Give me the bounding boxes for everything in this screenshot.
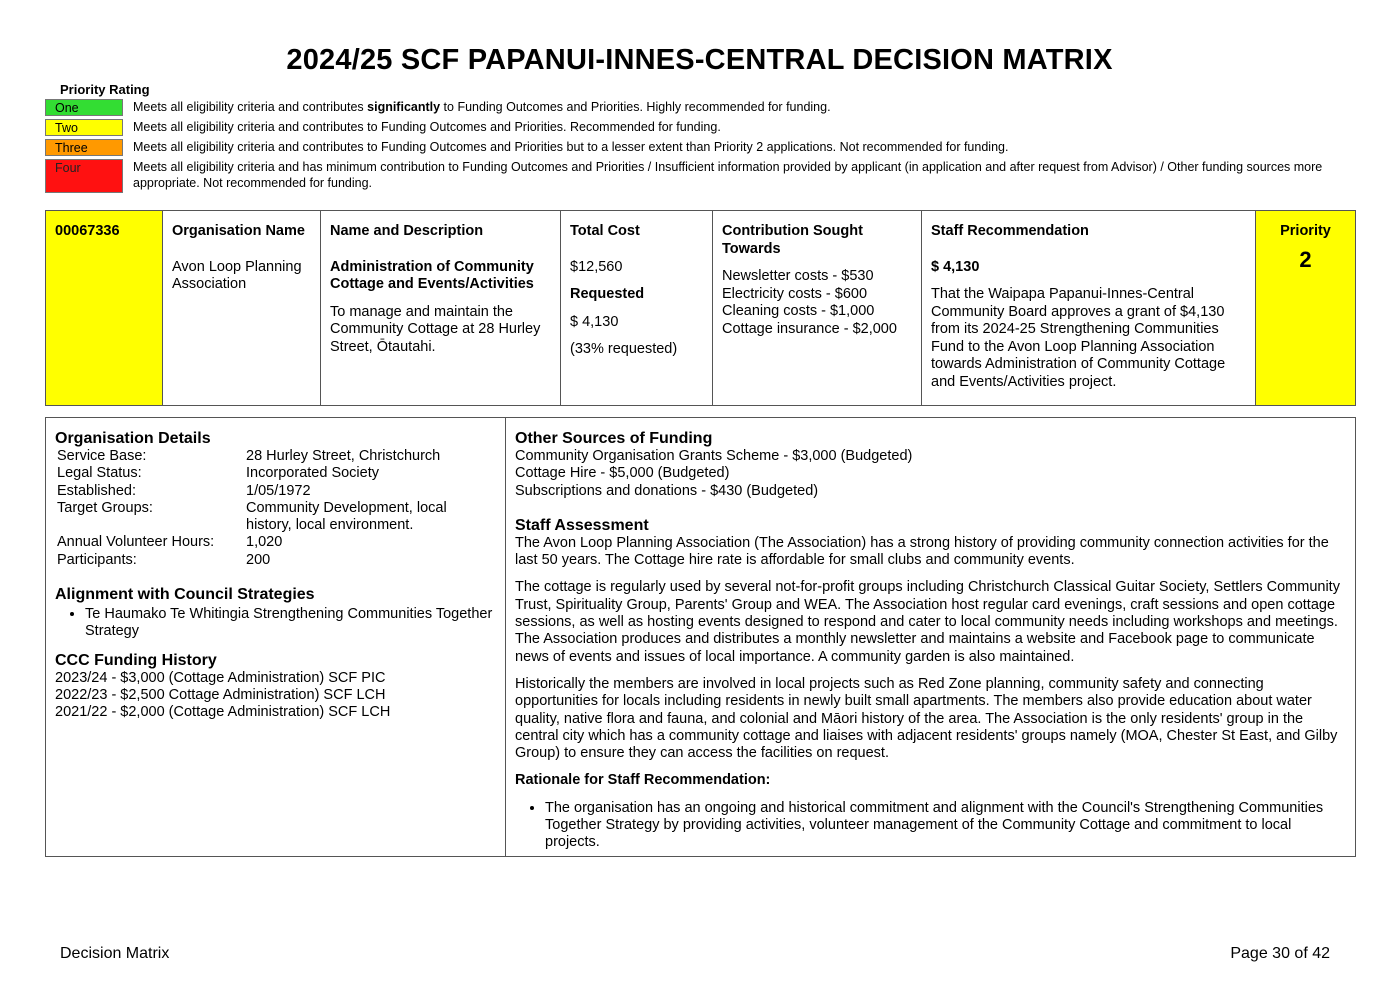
contribution-item: Newsletter costs - $530 (722, 268, 874, 284)
detail-label: Established: (57, 482, 136, 499)
project-name: Administration of Community Cottage and Events/Activities (330, 258, 534, 292)
footer-page-number: Page 30 of 42 (1230, 945, 1330, 962)
priority-swatch-one: One (45, 99, 123, 116)
detail-label: Legal Status: (57, 465, 142, 482)
funding-history-item: 2023/24 - $3,000 (Cottage Administration) SCF PIC (55, 669, 386, 686)
application-summary-table (45, 210, 1356, 406)
contribution-item: Cleaning costs - $1,000 (722, 303, 875, 319)
staff-recommendation-cell (922, 211, 1256, 405)
detail-value: 28 Hurley Street, Christchurch (246, 448, 441, 464)
total-cost-cell (561, 211, 713, 405)
priority-desc-one: Meets all eligibility criteria and contributes significantly to Funding Outcomes and Priorities. Highly recommended for funding. (133, 100, 831, 114)
alignment-list (55, 606, 496, 641)
assessment-paragraph: The cottage is regularly used by several not-for-profit groups including Christchurch Classical Guitar Society, Settlers Community Trust, Spirituality Group, Parents' Group and WEA. The Association host regular card evenings, craft sessions and open cottage sessions, as well as hosting events designed to respond and cater to local community needs including workshops and meetings. The Association produces and distributes a monthly newsletter and maintains a website and Facebook page to communicate news of events and issues of local importance. A community garden is also maintained. (515, 579, 1340, 665)
requested-label: Requested (570, 286, 645, 302)
detail-value: Community Development, local history, local environment. (246, 499, 447, 534)
alignment-item: • Te Haumako Te Whitingia Strengthening Communities Together Strategy (85, 606, 496, 641)
priority-value: 2 (1299, 246, 1312, 272)
organisation-details-list (55, 448, 496, 569)
description-cell (321, 211, 561, 405)
rationale-item: • The organisation has an ongoing and historical commitment and alignment with the Council's Strengthening Communities Together Strategy by providing activities, volunteer management of the Community Cottage and commitment to local projects. (545, 800, 1346, 852)
detail-label: Target Groups: (57, 499, 153, 516)
assessment-paragraph: The Avon Loop Planning Association (The Association) has a strong history of providing community connection activities for the last 50 years. The Cottage hire rate is affordable for small clubs and community events. (515, 534, 1329, 569)
contribution-header: Contribution Sought Towards (722, 223, 863, 257)
requested-amount: $ 4,130 (570, 313, 619, 330)
rationale-list (515, 800, 1346, 852)
recommended-amount: $ 4,130 (931, 258, 980, 275)
description-header: Name and Description (330, 223, 484, 239)
total-cost-header: Total Cost (570, 223, 640, 239)
priority-legend-row-four (45, 159, 1335, 193)
priority-swatch-four: Four (45, 159, 123, 193)
funding-history-heading: CCC Funding History (55, 651, 217, 669)
details-right-column (506, 418, 1355, 856)
other-sources-heading: Other Sources of Funding (515, 430, 713, 447)
project-description: To manage and maintain the Community Cottage at 28 Hurley Street, Ōtautahi. (330, 303, 541, 355)
priority-legend-row-one (45, 99, 1335, 116)
priority-header: Priority (1280, 223, 1331, 239)
assessment-paragraph: Historically the members are involved in local projects such as Red Zone planning, community safety and connecting opportunities for locals including residents in newly built small apartments. The members also provide education about water quality, native flora and fauna, and colonial and Māori history of the area. The Association is the only residents' group in the central city which has a community cottage and liaises with adjacent residents' groups namely (MOA, Chester St East, and Gilby Group) to ensure they can access the facilities on request. (515, 675, 1338, 762)
staff-assessment-heading: Staff Assessment (515, 516, 649, 534)
detail-value: 1,020 (246, 534, 283, 551)
details-panel (45, 417, 1356, 857)
total-cost-value: $12,560 (570, 258, 623, 275)
other-source-item: Community Organisation Grants Scheme - $3,000 (Budgeted) (515, 448, 913, 464)
funding-history-item: 2022/23 - $2,500 Cottage Administration) SCF LCH (55, 686, 386, 703)
organisation-cell (163, 211, 321, 405)
rationale-heading: Rationale for Staff Recommendation: (515, 772, 771, 789)
contribution-item: Electricity costs - $600 (722, 285, 868, 302)
priority-desc-three: Meets all eligibility criteria and contributes to Funding Outcomes and Priorities but to a lesser extent than Priority 2 applications. Not recommended for funding. (133, 140, 1009, 154)
detail-label: Participants: (57, 551, 137, 568)
detail-value: 200 (246, 551, 271, 568)
detail-label: Annual Volunteer Hours: (57, 534, 215, 551)
organisation-details-heading: Organisation Details (55, 430, 211, 447)
priority-desc-two: Meets all eligibility criteria and contributes to Funding Outcomes and Priorities. Recommended for funding. (133, 120, 721, 134)
contribution-item: Cottage insurance - $2,000 (722, 320, 897, 337)
alignment-heading: Alignment with Council Strategies (55, 586, 315, 604)
priority-swatch-two: Two (45, 119, 123, 136)
priority-swatch-three: Three (45, 139, 123, 156)
detail-value: 1/05/1972 (246, 482, 311, 499)
application-id: 00067336 (55, 223, 120, 239)
priority-legend-row-three (45, 139, 1335, 156)
recommendation-text: That the Waipapa Papanui-Innes-Central Community Board approves a grant of $4,130 from its 2024-25 Strengthening Communities Fund to the Avon Loop Planning Association towards Administration of Community Cottage and Events/Activities project. (931, 286, 1226, 390)
organisation-name: Avon Loop Planning Association (172, 258, 302, 292)
priority-legend (45, 99, 1335, 196)
application-id-cell (46, 211, 163, 405)
page-title: 2024/25 SCF PAPANUI-INNES-CENTRAL DECISION MATRIX (286, 44, 1113, 76)
detail-label: Service Base: (57, 448, 147, 464)
other-source-item: Cottage Hire - $5,000 (Budgeted) (515, 465, 730, 482)
contribution-cell (713, 211, 922, 405)
priority-desc-four: Meets all eligibility criteria and has minimum contribution to Funding Outcomes and Priorities / Insufficient information provided by applicant (in application and after request from Advisor) / Other funding sources more appropriate. Not recommended for funding. (133, 160, 1323, 190)
staff-recommendation-header: Staff Recommendation (931, 223, 1089, 239)
other-source-item: Subscriptions and donations - $430 (Budgeted) (515, 482, 819, 499)
detail-value: Incorporated Society (246, 465, 379, 482)
organisation-header: Organisation Name (172, 223, 305, 239)
requested-percentage: (33% requested) (570, 341, 678, 357)
priority-legend-row-two (45, 119, 1335, 136)
details-left-column (46, 418, 506, 856)
priority-rating-label: Priority Rating (60, 82, 150, 97)
funding-history-item: 2021/22 - $2,000 (Cottage Administration) SCF LCH (55, 704, 391, 721)
footer-document-name: Decision Matrix (60, 945, 170, 962)
priority-cell (1256, 211, 1355, 405)
